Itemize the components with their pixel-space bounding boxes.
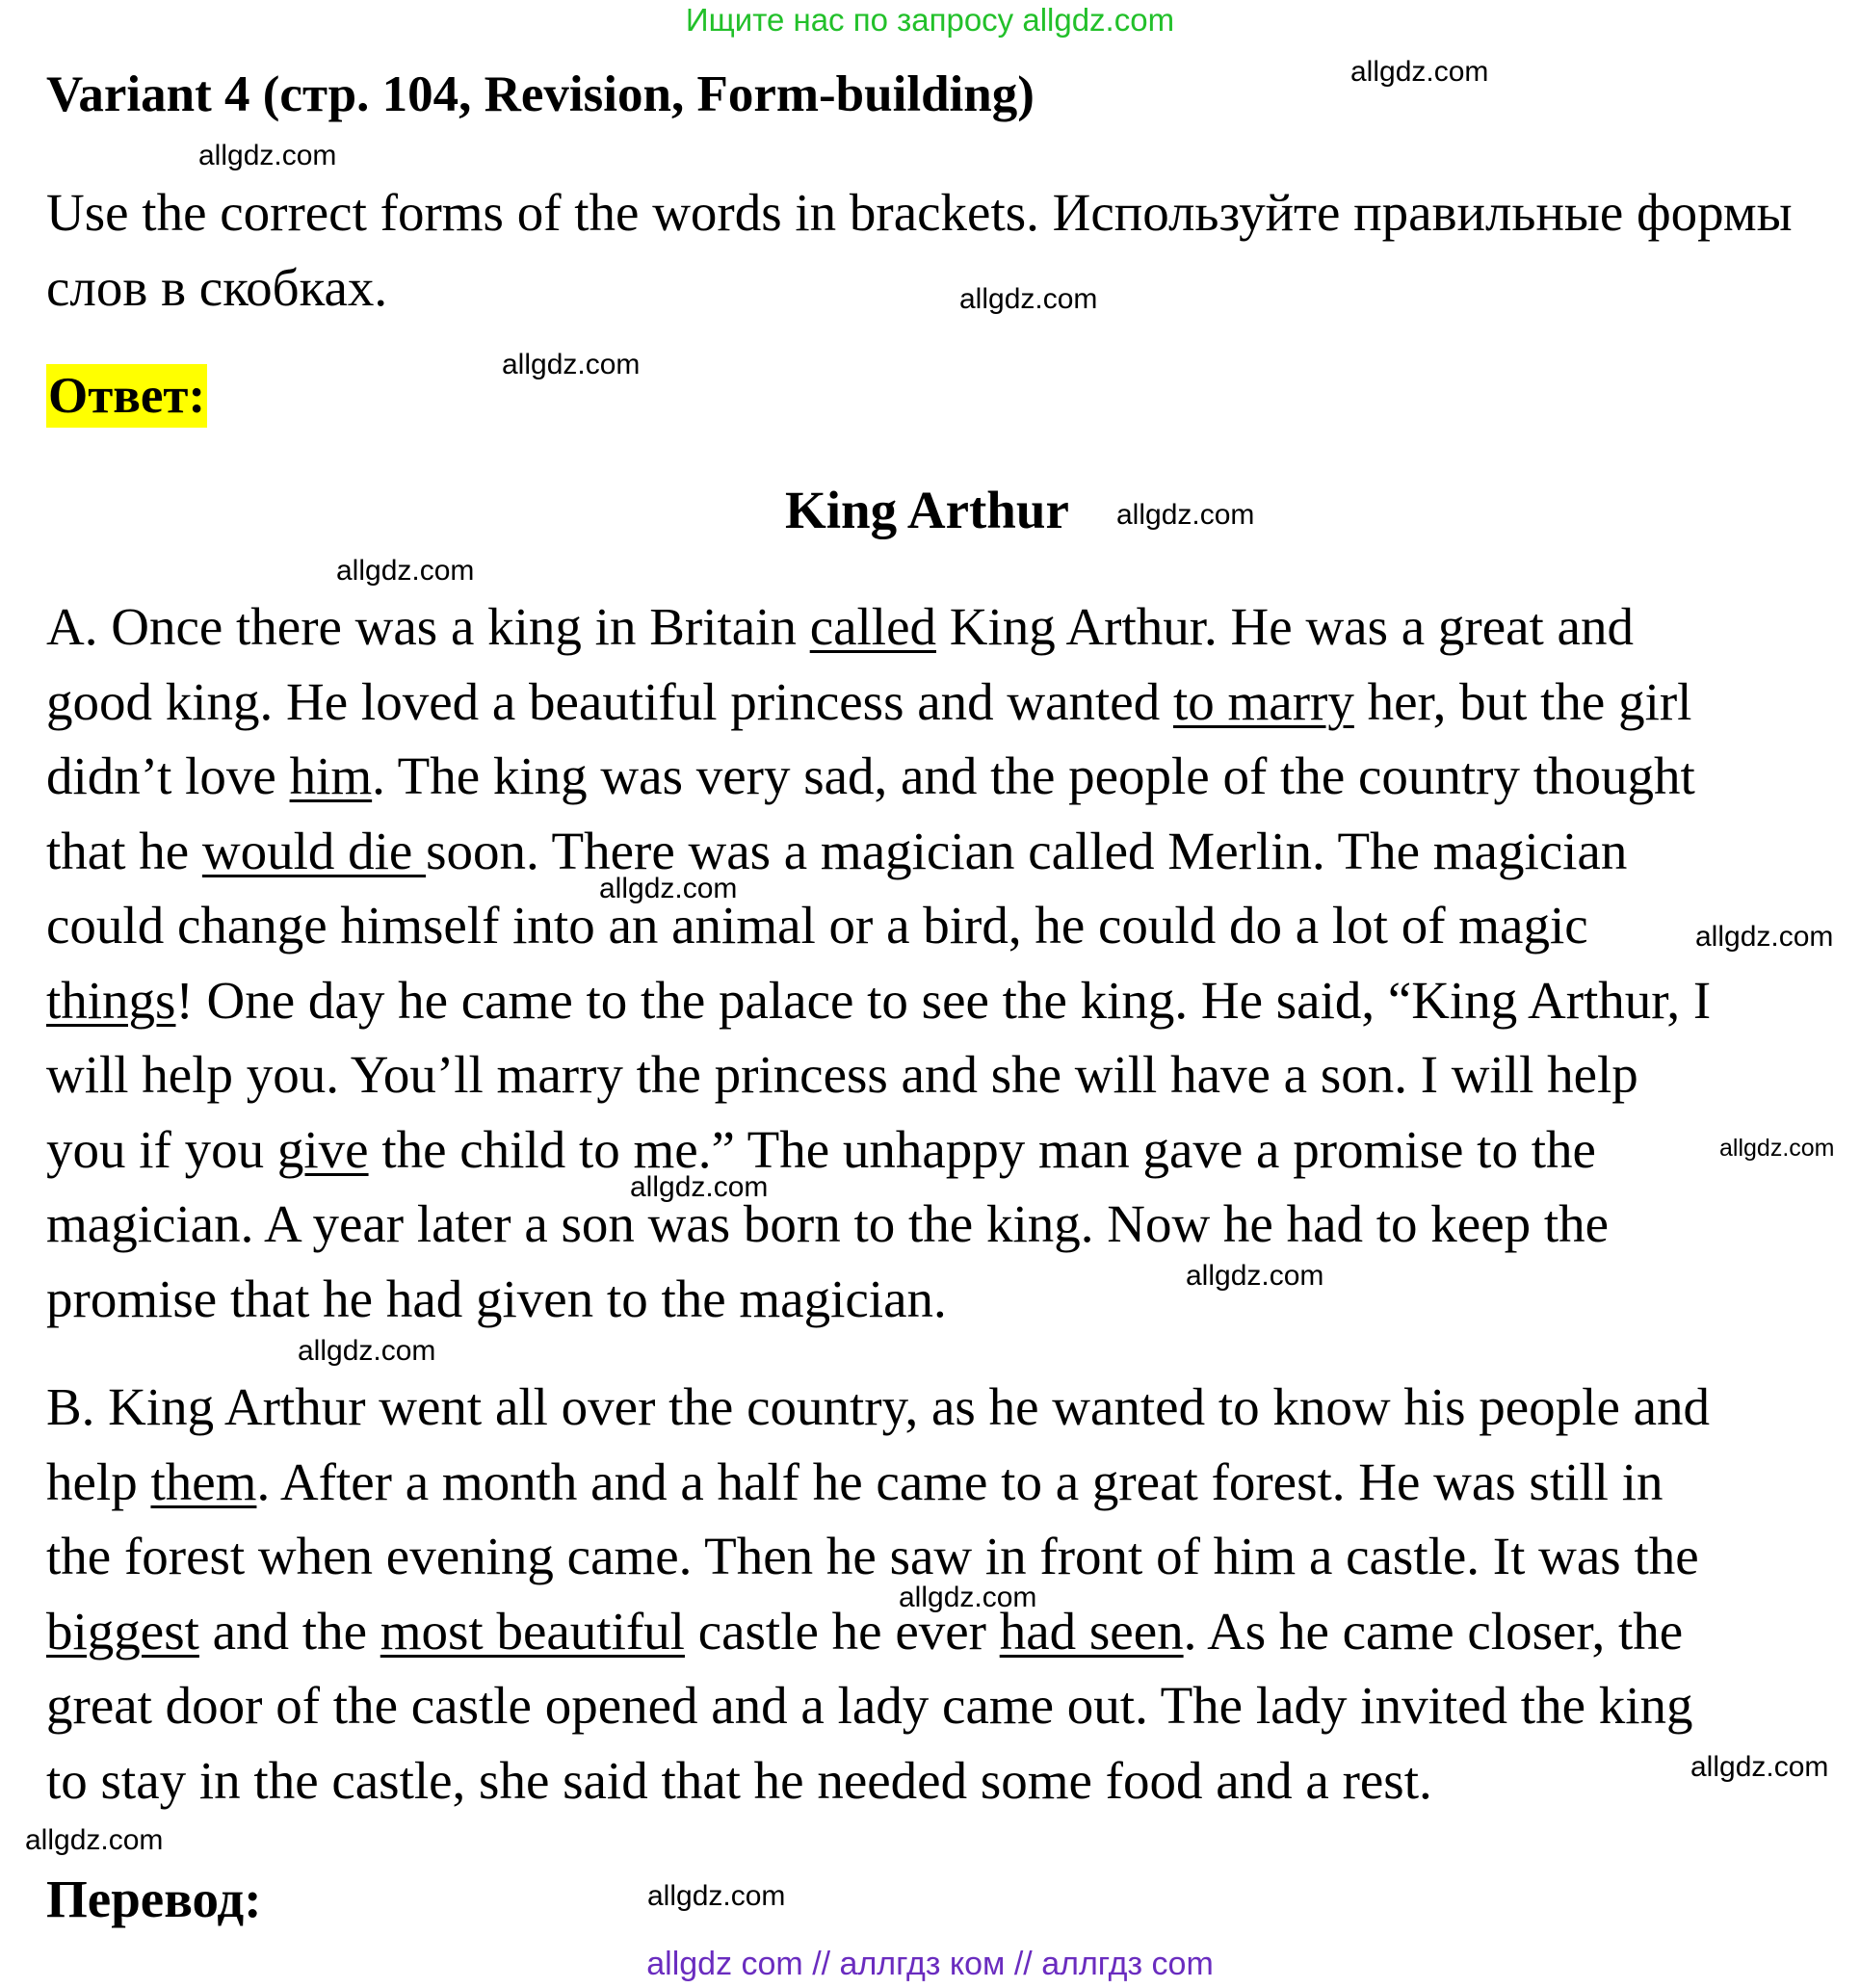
answer-word: to marry <box>1172 671 1354 731</box>
text-line: magician. A year later a son was born to the king. Now he had to keep the <box>46 1194 1610 1253</box>
text-line: things! One day he came to the palace to see the king. He said, “King Arthur, I <box>46 970 1712 1030</box>
watermark: allgdz.com <box>298 1335 436 1367</box>
watermark: allgdz.com <box>599 873 738 904</box>
watermark: allgdz.com <box>336 555 475 587</box>
top-banner: Ищите нас по запросу allgdz.com <box>685 2 1175 38</box>
answer-word: him <box>289 746 373 805</box>
answer-word: called <box>809 597 936 656</box>
watermark: allgdz.com <box>1350 56 1489 88</box>
answer-word: them <box>150 1452 257 1511</box>
text-line: biggest and the most beautiful castle he ever had seen. As he came closer, the <box>46 1601 1684 1661</box>
text-line: promise that he had given to the magician. <box>46 1269 947 1328</box>
text-line: could change himself into an animal or a bird, he could do a lot of magic <box>46 896 1588 955</box>
answer-word: things <box>46 970 176 1030</box>
text-line: to stay in the castle, she said that he needed some food and a rest. <box>46 1750 1432 1810</box>
text-line: great door of the castle opened and a lady came out. The lady invited the king <box>46 1676 1693 1735</box>
watermark: allgdz.com <box>630 1171 769 1203</box>
instruction-text: Use the correct forms of the words in brackets. Используйте правильные формы слов в скобках. <box>46 183 1793 317</box>
watermark: allgdz.com <box>1690 1751 1829 1783</box>
text-line: didn’t love him. The king was very sad, and the people of the country thought <box>46 746 1695 805</box>
text-line: A. Once there was a king in Britain called King Arthur. He was a great and <box>46 597 1634 656</box>
text-line: will help you. You’ll marry the princess and she will have a son. I will help <box>46 1045 1638 1104</box>
answer-word: give <box>276 1119 369 1179</box>
watermark: allgdz.com <box>198 140 337 171</box>
text-line: B. King Arthur went all over the country, as he wanted to know his people and <box>46 1377 1711 1436</box>
translation-label: Перевод: <box>46 1870 262 1928</box>
answer-word: would die <box>201 821 427 880</box>
watermark: allgdz.com <box>959 283 1098 315</box>
answer-word: biggest <box>46 1601 199 1661</box>
text-line: good king. He loved a beautiful princess and wanted to marry her, but the girl <box>46 671 1692 731</box>
watermark: allgdz.com <box>25 1824 164 1856</box>
answer-word: had seen <box>999 1601 1184 1661</box>
watermark: allgdz.com <box>1695 921 1834 953</box>
text-line: the forest when evening came. Then he saw in front of him a castle. It was the <box>46 1527 1699 1585</box>
story-title: King Arthur <box>785 481 1069 539</box>
watermark: allgdz.com <box>647 1880 786 1912</box>
answer-label: Ответ: <box>46 364 207 428</box>
paragraph-a <box>46 589 1711 1336</box>
watermark: allgdz.com <box>899 1582 1037 1613</box>
answer-word: most beautiful <box>380 1601 685 1661</box>
text-line: you if you give the child to me.” The unhappy man gave a promise to the <box>46 1119 1596 1179</box>
text-line: that he would die soon. There was a magician called Merlin. The magician <box>46 821 1628 880</box>
footer-watermark: allgdz com // аллгдз ком // аллгдз com <box>646 1946 1214 1982</box>
watermark: allgdz.com <box>1186 1260 1324 1292</box>
watermark: allgdz.com <box>1719 1135 1835 1162</box>
watermark: allgdz.com <box>502 349 641 380</box>
watermark: allgdz.com <box>1116 499 1255 531</box>
exercise-heading: Variant 4 (стр. 104, Revision, Form-building) <box>46 66 1035 122</box>
paragraph-b <box>46 1370 1710 1818</box>
text-line: help them. After a month and a half he came to a great forest. He was still in <box>46 1452 1664 1511</box>
